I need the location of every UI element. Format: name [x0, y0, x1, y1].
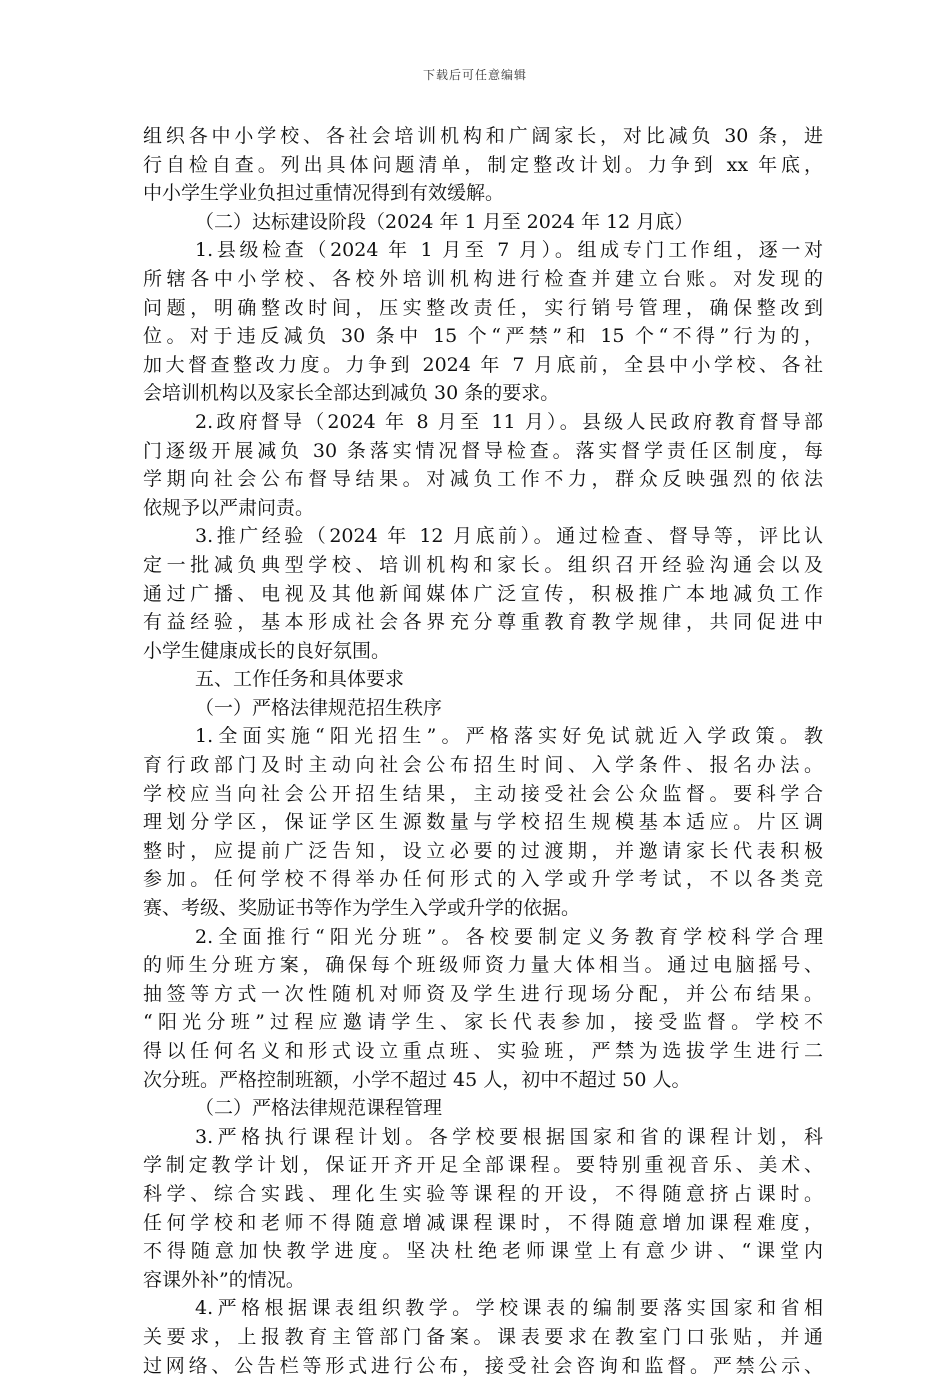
text-line: 位。对于违反减负 30 条中 15 个“严禁”和 15 个“不得”行为的， [143, 325, 823, 348]
text-line: 4.严格根据课表组织教学。学校课表的编制要落实国家和省相 [195, 1297, 823, 1320]
text-line: “阳光分班”过程应邀请学生、家长代表参加，接受监督。学校不 [143, 1011, 823, 1034]
text-line: 有益经验，基本形成社会各界充分尊重教育教学规律，共同促进中 [143, 611, 823, 634]
text-line: 依规予以严肃问责。 [143, 496, 315, 519]
text-line: 学校应当向社会公开招生结果，主动接受社会公众监督。要科学合 [143, 782, 823, 805]
text-line: 2.政府督导（2024 年 8 月至 11 月）。县级人民政府教育督导部 [195, 410, 823, 433]
text-line: 关要求，上报教育主管部门备案。课表要求在教室门口张贴，并通 [143, 1325, 823, 1348]
text-line: 1.县级检查（2024 年 1 月至 7 月）。组成专门工作组，逐一对 [195, 239, 823, 262]
text-line: 问题，明确整改时间，压实整改责任，实行销号管理，确保整改到 [143, 296, 823, 319]
text-line: （二）严格法律规范课程管理 [195, 1097, 443, 1120]
text-line: 所辖各中小学校、各校外培训机构进行检查并建立台账。对发现的 [143, 267, 823, 290]
text-line: 门逐级开展减负 30 条落实情况督导检查。落实督学责任区制度，每 [143, 439, 823, 462]
text-line: 1.全面实施“阳光招生”。严格落实好免试就近入学政策。教 [195, 725, 823, 748]
text-line: 整时，应提前广泛告知，设立必要的过渡期，并邀请家长代表积极 [143, 839, 823, 862]
text-line: 加大督查整改力度。力争到 2024 年 7 月底前，全县中小学校、各社 [143, 353, 823, 376]
text-line: 任何学校和老师不得随意增减课程课时，不得随意增加课程难度， [143, 1211, 823, 1234]
text-line: 五、工作任务和具体要求 [195, 668, 405, 691]
text-line: 3.推广经验（2024 年 12 月底前）。通过检查、督导等，评比认 [195, 525, 823, 548]
text-line: 的师生分班方案，确保每个班级师资力量大体相当。通过电脑摇号、 [143, 954, 823, 977]
text-line: 育行政部门及时主动向社会公布招生时间、入学条件、报名办法。 [143, 754, 823, 777]
text-line: 学制定教学计划，保证开齐开足全部课程。要特别重视音乐、美术、 [143, 1154, 823, 1177]
text-line: 2.全面推行“阳光分班”。各校要制定义务教育学校科学合理 [195, 925, 823, 948]
text-line: 学期向社会公布督导结果。对减负工作不力，群众反映强烈的依法 [143, 468, 823, 491]
page-header: 下载后可任意编辑 [422, 68, 527, 82]
text-line: 行自检自查。列出具体问题清单，制定整改计划。力争到 xx 年底， [143, 153, 823, 176]
text-line: 参加。任何学校不得举办任何形式的入学或升学考试，不以各类竞 [143, 868, 823, 891]
text-line: 小学生健康成长的良好氛围。 [143, 639, 391, 662]
text-line: 赛、考级、奖励证书等作为学生入学或升学的依据。 [143, 897, 581, 920]
text-line: 会培训机构以及家长全部达到减负 30 条的要求。 [143, 382, 560, 405]
text-line: 容课外补”的情况。 [143, 1268, 305, 1291]
text-line: 抽签等方式一次性随机对师资及学生进行现场分配，并公布结果。 [143, 982, 823, 1005]
text-line: 理划分学区，保证学区生源数量与学校招生规模基本适应。片区调 [143, 811, 823, 834]
text-line: （一）严格法律规范招生秩序 [195, 696, 443, 719]
text-line: 科学、综合实践、理化生实验等课程的开设，不得随意挤占课时。 [143, 1182, 823, 1205]
text-line: 通过广播、电视及其他新闻媒体广泛宣传，积极推广本地减负工作 [143, 582, 823, 605]
text-line: 不得随意加快教学进度。坚决杜绝老师课堂上有意少讲、“课堂内 [143, 1240, 823, 1263]
text-line: 过网络、公告栏等形式进行公布，接受社会咨询和监督。严禁公示、 [143, 1354, 823, 1377]
text-line: 组织各中小学校、各社会培训机构和广阔家长，对比减负 30 条，进 [143, 125, 823, 147]
document-body [143, 122, 823, 1380]
text-line: 得以任何名义和形式设立重点班、实验班，严禁为选拔学生进行二 [143, 1040, 823, 1062]
text-line: （二）达标建设阶段（2024 年 1 月至 2024 年 12 月底） [195, 210, 694, 233]
text-line: 3.严格执行课程计划。各学校要根据国家和省的课程计划，科 [195, 1125, 823, 1148]
text-line: 定一批减负典型学校、培训机构和家长。组织召开经验沟通会以及 [143, 553, 823, 576]
text-line: 次分班。严格控制班额，小学不超过 45 人，初中不超过 50 人。 [143, 1068, 691, 1091]
text-line: 中小学生学业负担过重情况得到有效缓解。 [143, 182, 505, 205]
